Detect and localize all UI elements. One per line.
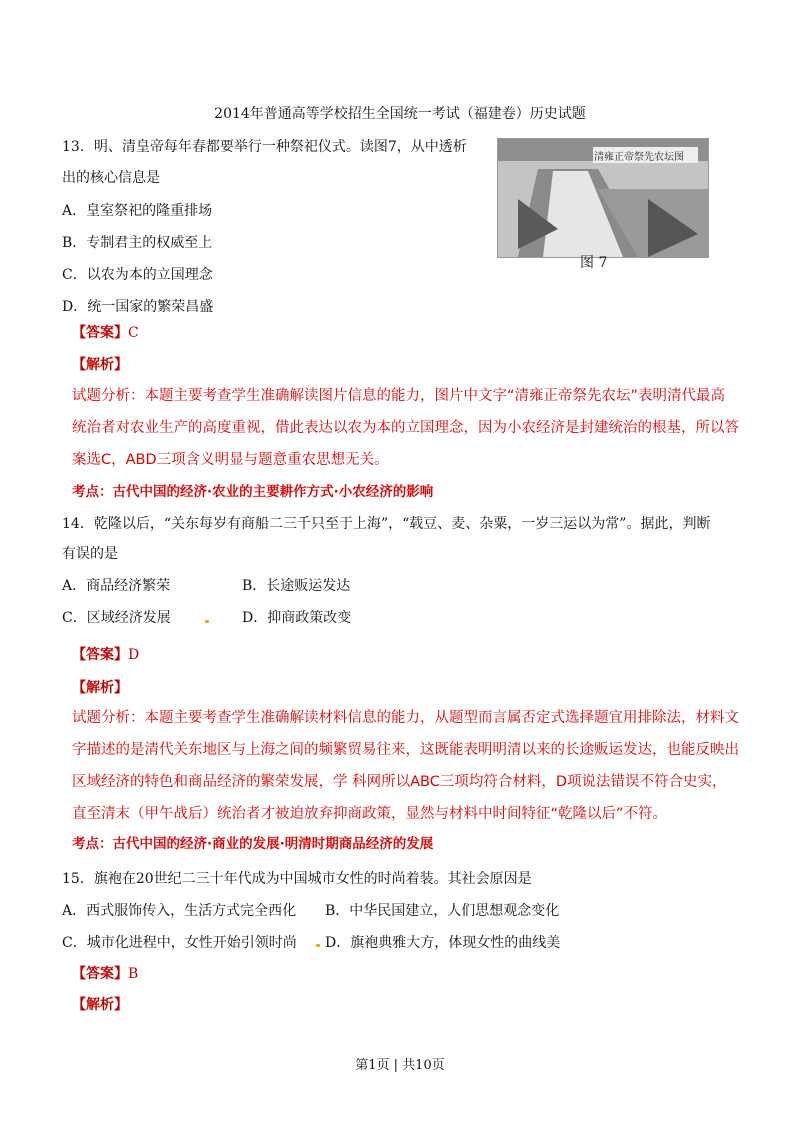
q13-analysis-line1: 试题分析：本题主要考查学生准确解读图片信息的能力，图片中文字“清雍正帝祭先农坛”表明清代最高: [72, 388, 726, 404]
q14-analysis-line2: 字描述的是清代关东地区与上海之间的频繁贸易往来，这既能表明明清以来的长途贩运发达，也能反映出: [72, 742, 739, 758]
q15-option-d: D．旗袍典雅大方，体现女性的曲线美: [325, 935, 561, 951]
stray-dot: [205, 620, 209, 623]
q13-kaodian: 考点：古代中国的经济·农业的主要耕作方式·小农经济的影响: [72, 484, 434, 500]
answer-label: 【答案】: [72, 325, 128, 341]
q14-option-d: D．抑商政策改变: [242, 610, 352, 626]
q14-stem-line2: 有误的是: [62, 546, 118, 562]
q14-analysis-label: 【解析】: [72, 680, 128, 696]
q14-analysis-line1: 试题分析：本题主要考查学生准确解读材料信息的能力，从题型而言属否定式选择题宜用排除法，材料文: [72, 710, 739, 726]
q14-kaodian: 考点：古代中国的经济·商业的发展·明清时期商品经济的发展: [72, 836, 434, 852]
q14-option-a: A．商品经济繁荣: [62, 578, 171, 594]
q13-option-a: A．皇室祭祀的隆重排场: [62, 203, 213, 219]
q13-option-b: B．专制君主的权威至上: [62, 235, 213, 251]
answer-value: B: [128, 966, 139, 982]
q14-answer: [72, 644, 139, 664]
q13-stem-line2: 出的核心信息是: [62, 170, 160, 186]
q15-option-c: C．城市化进程中，女性开始引领时尚: [62, 935, 297, 951]
page-title: 2014年普通高等学校招生全国统一考试（福建卷）历史试题: [214, 106, 586, 122]
q14-stem-line1: 14．乾隆以后，“关东每岁有商船二三千只至于上海”，“载豆、麦、杂粟，一岁三运以为常”。据此，判断: [62, 516, 711, 532]
answer-label: 【答案】: [72, 647, 128, 663]
figure-title: 清雍正帝祭先农坛图: [594, 152, 684, 163]
answer-value: D: [128, 647, 140, 663]
q14-analysis-line4: 直至清末（甲午战后）统治者才被迫放弃抑商政策，显然与材料中时间特征“乾隆以后”不符。: [72, 806, 668, 822]
figure-7-image: [497, 138, 709, 258]
page-footer: 第1页 | 共10页: [355, 1058, 445, 1073]
q15-option-b: B．中华民国建立，人们思想观念变化: [325, 903, 560, 919]
answer-value: C: [128, 325, 139, 341]
q13-option-d: D．统一国家的繁荣昌盛: [62, 299, 214, 315]
q13-stem-line1: 13．明、清皇帝每年春都要举行一种祭祀仪式。读图7，从中透析: [62, 139, 467, 155]
q13-analysis-line3: 案选C，ABD三项含义明显与题意重农思想无关。: [72, 452, 389, 468]
q15-answer: [72, 963, 138, 983]
q13-analysis-label: 【解析】: [72, 357, 128, 373]
q14-analysis-line3: 区域经济的特色和商品经济的繁荣发展，学 科网所以ABC三项均符合材料，D项说法错误不符合史实，: [72, 774, 727, 790]
q14-option-b: B．长途贩运发达: [242, 578, 351, 594]
q15-option-a: A．西式服饰传入，生活方式完全西化: [62, 903, 297, 919]
q14-option-c: C．区域经济发展: [62, 610, 171, 626]
q13-answer: [72, 322, 139, 342]
q13-analysis-line2: 统治者对农业生产的高度重视，借此表达以农为本的立国理念，因为小农经济是封建统治的根基，所以答: [72, 420, 739, 436]
q15-stem-line1: 15．旗袍在20世纪二三十年代成为中国城市女性的时尚着装。其社会原因是: [62, 871, 532, 887]
stray-dot: [316, 944, 320, 947]
q15-analysis-label: 【解析】: [72, 997, 128, 1013]
q13-option-c: C．以农为本的立国理念: [62, 267, 213, 283]
answer-label: 【答案】: [72, 966, 128, 982]
figure-caption: 图 7: [580, 255, 608, 271]
